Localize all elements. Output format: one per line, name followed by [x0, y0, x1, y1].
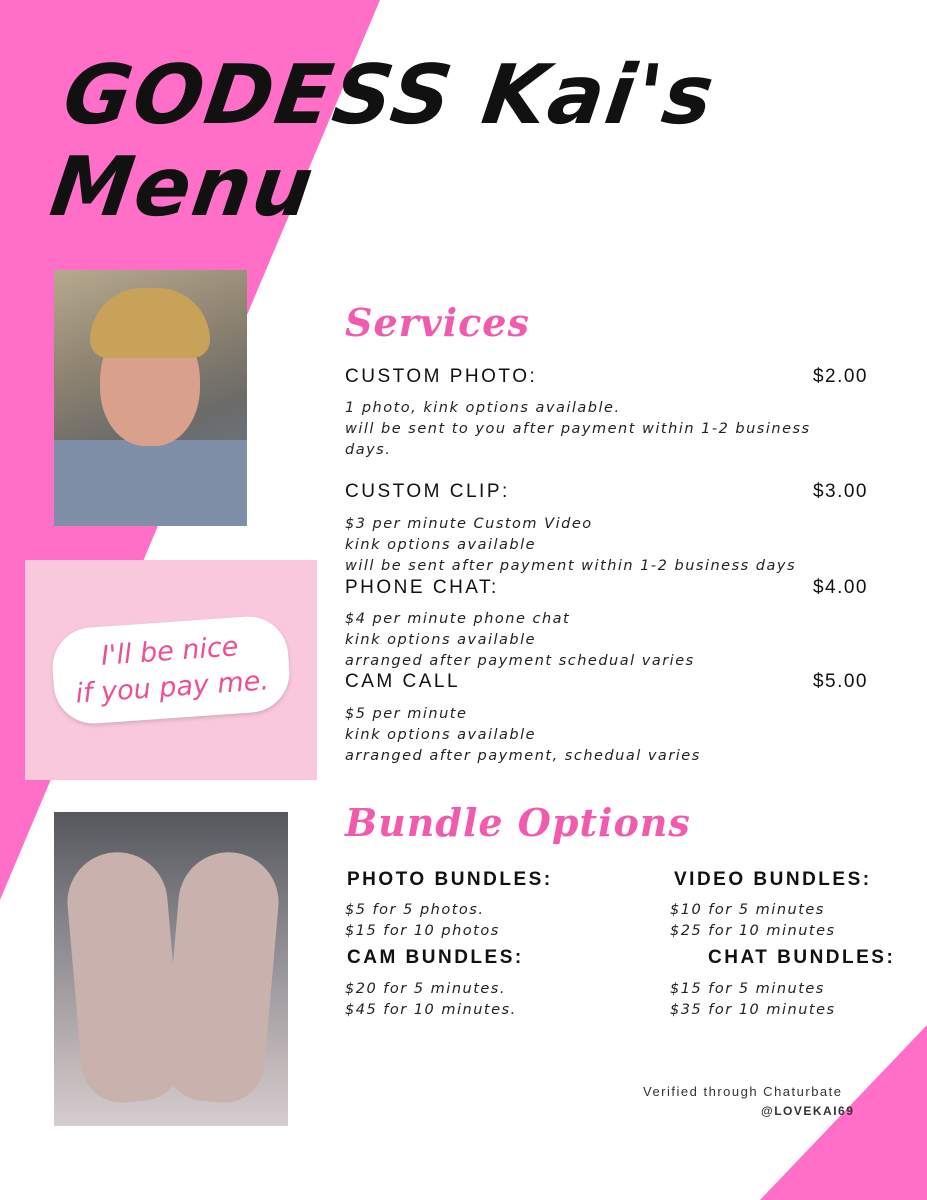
cam-bundles-name: CAM BUNDLES:: [347, 947, 524, 968]
desc-line: kink options available: [345, 537, 537, 553]
desc-line: will be sent after payment within 1-2 business days: [345, 558, 797, 574]
desc-line: $5 per minute: [345, 706, 468, 722]
verified-note: Verified through Chaturbate: [643, 1084, 843, 1099]
bundle-line: $15 for 5 minutes: [670, 981, 825, 997]
cam-call-name: CAM CALL: [345, 671, 461, 692]
cam-call-description: [345, 704, 701, 767]
cam-bundles-list: [345, 979, 517, 1021]
custom-clip-price: $3.00: [812, 481, 868, 502]
phone-chat-price: $4.00: [812, 577, 868, 598]
bundle-line: $20 for 5 minutes.: [345, 981, 506, 997]
custom-photo-description: [345, 398, 811, 461]
bundle-line: $35 for 10 minutes: [670, 1002, 836, 1018]
desc-line: $3 per minute Custom Video: [345, 516, 593, 532]
page-title: [45, 50, 721, 234]
video-bundles-name: VIDEO BUNDLES:: [674, 869, 872, 890]
title-line-2: Menu: [44, 140, 321, 235]
bundle-line: $15 for 10 photos: [345, 923, 500, 939]
desc-line: days.: [345, 442, 392, 458]
custom-photo-price: $2.00: [812, 366, 868, 387]
services-heading: Services: [345, 300, 530, 345]
custom-clip-name: CUSTOM CLIP:: [345, 481, 510, 502]
sticker: [50, 614, 292, 726]
sticker-line-2: if you pay me.: [74, 665, 270, 710]
right-foot-shape: [161, 848, 282, 1106]
chat-bundles-list: [670, 979, 836, 1021]
sticker-line-1: I'll be nice: [100, 631, 240, 672]
desc-line: kink options available: [345, 727, 537, 743]
shirt-shape: [54, 440, 247, 526]
photo-bundles-name: PHOTO BUNDLES:: [347, 869, 553, 890]
photo-bundles-list: [345, 900, 500, 942]
desc-line: will be sent to you after payment within 1-2 business: [345, 421, 811, 437]
bundle-line: $45 for 10 minutes.: [345, 1002, 517, 1018]
cam-call-price: $5.00: [812, 671, 868, 692]
desc-line: arranged after payment schedual varies: [345, 653, 695, 669]
feet-photo: [54, 812, 288, 1126]
title-line-1: GODESS Kai's: [57, 48, 721, 143]
bundle-line: $5 for 5 photos.: [345, 902, 485, 918]
bundle-line: $10 for 5 minutes: [670, 902, 825, 918]
phone-chat-name: PHONE CHAT:: [345, 577, 499, 598]
desc-line: 1 photo, kink options available.: [345, 400, 621, 416]
bundle-line: $25 for 10 minutes: [670, 923, 836, 939]
desc-line: arranged after payment, schedual varies: [345, 748, 701, 764]
phone-chat-description: [345, 609, 695, 672]
video-bundles-list: [670, 900, 836, 942]
custom-photo-name: CUSTOM PHOTO:: [345, 366, 538, 387]
desc-line: kink options available: [345, 632, 537, 648]
portrait-photo: [54, 270, 247, 526]
desc-line: $4 per minute phone chat: [345, 611, 571, 627]
bundle-options-heading: Bundle Options: [345, 800, 691, 845]
custom-clip-description: [345, 514, 796, 577]
chat-bundles-name: CHAT BUNDLES:: [708, 947, 896, 968]
social-handle: @LOVEKAI69: [761, 1104, 855, 1118]
sticker-photo: [25, 560, 317, 780]
hair-shape: [90, 288, 210, 358]
